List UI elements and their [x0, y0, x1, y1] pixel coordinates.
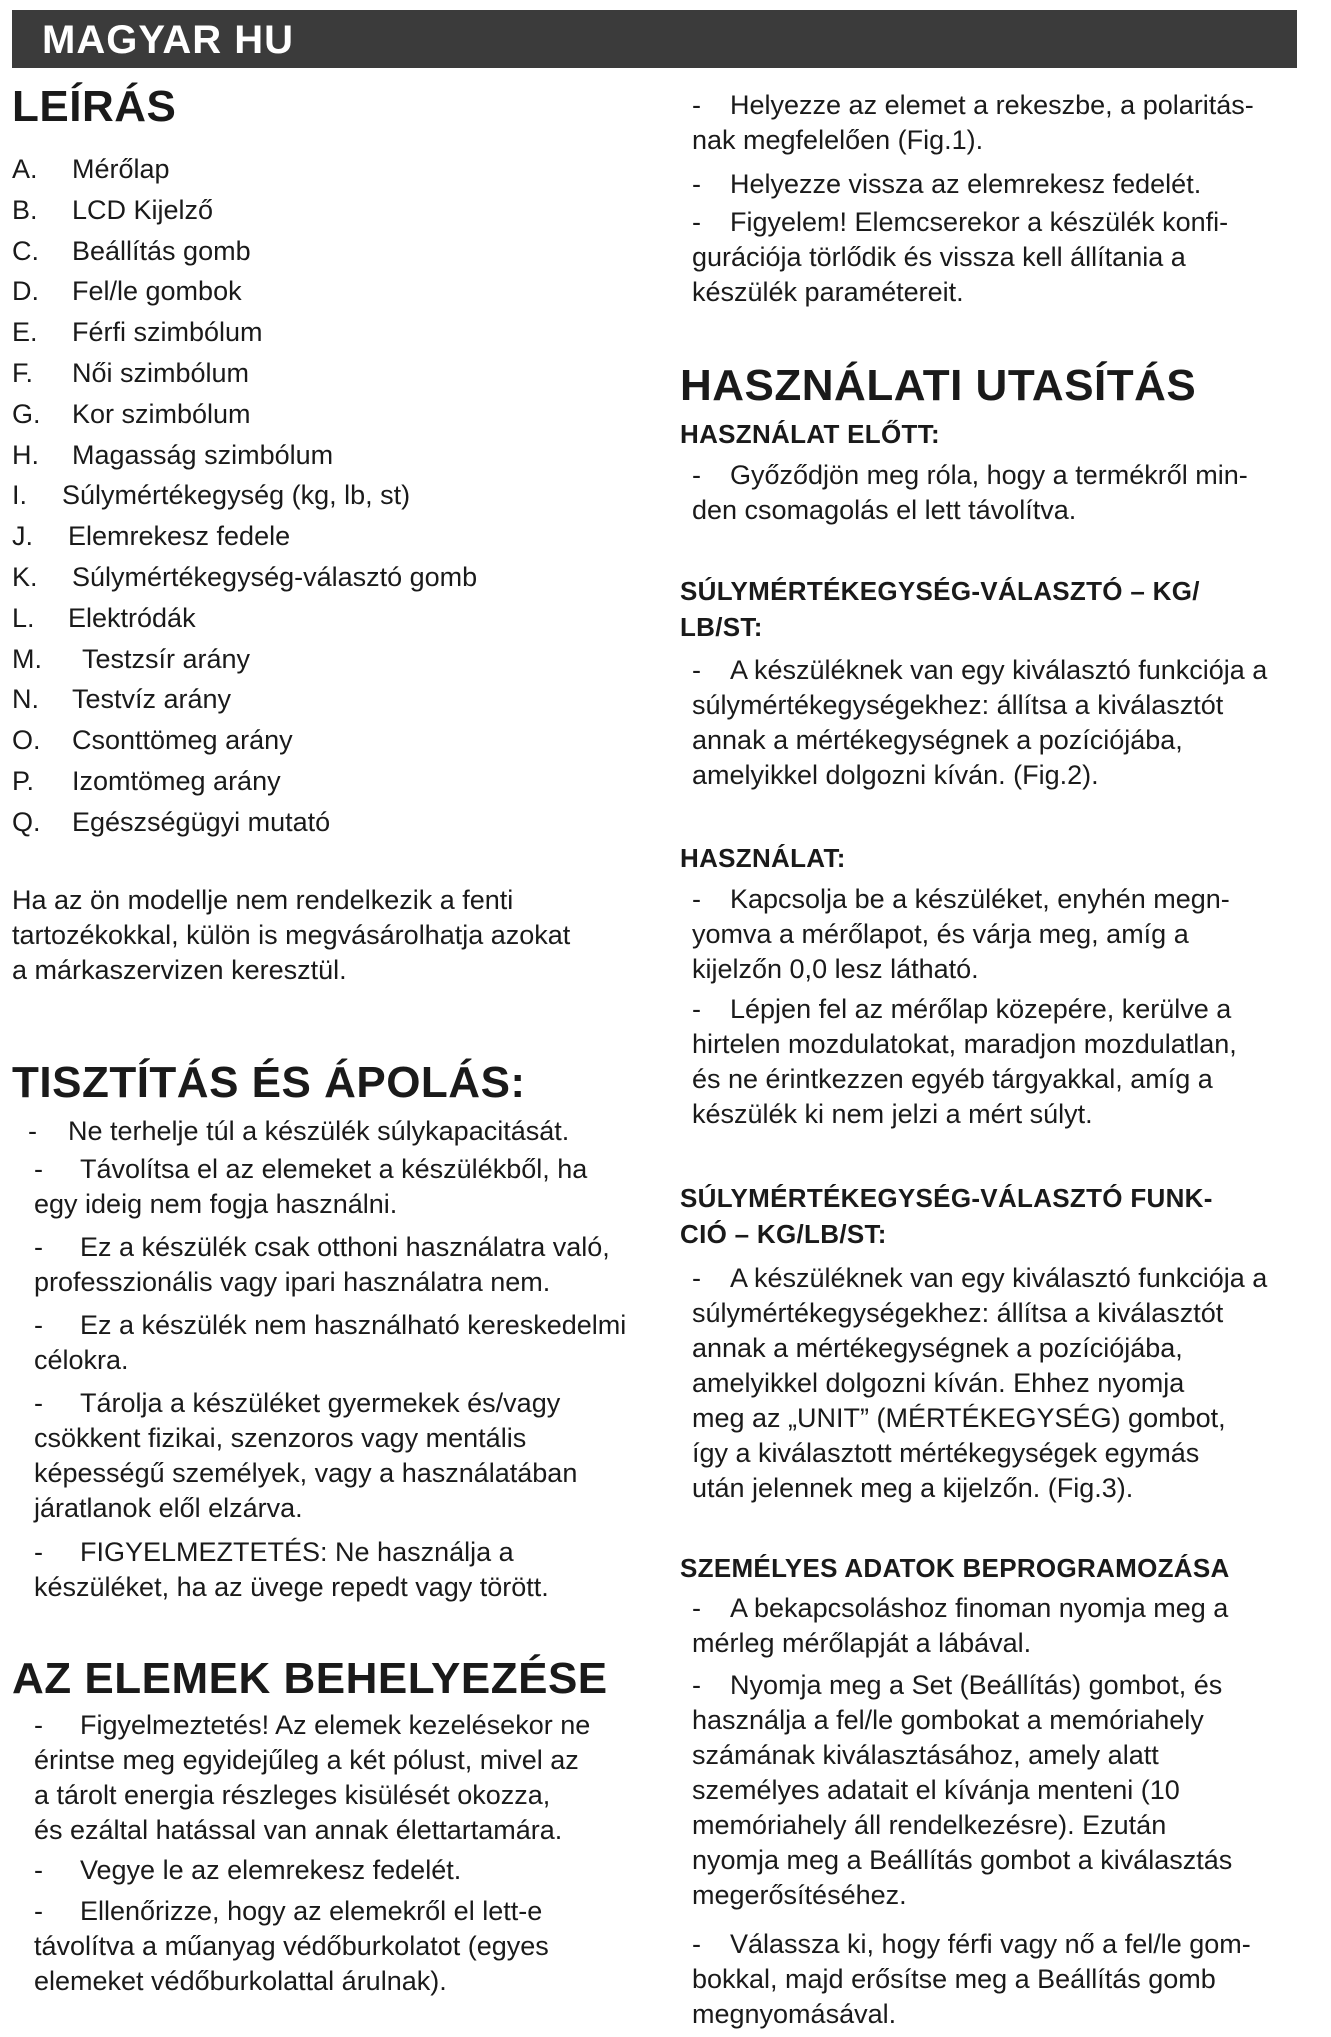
cleaning-bullet: - Távolítsa el az elemeket a készülékből, ha egy ideig nem fogja használni.: [34, 1154, 588, 1219]
usage-heading: HASZNÁLATI UTASÍTÁS: [680, 361, 1197, 410]
use-bullet: - Kapcsolja be a készüléket, enyhén megn- yomva a mérőlapot, és várja meg, amíg a kijelzőn 0,0 lesz látható.: [692, 884, 1230, 984]
parts-list-item: H. Magasság szimbólum: [12, 439, 334, 470]
personal-data-bullet: - Nyomja meg a Set (Beállítás) gombot, és használja a fel/le gombokat a memóriahely számának kiválasztásához, amely alatt személyes adatait el kívánja menteni (10 memóriahely áll rendelkezésre). Ezután nyomja meg a Beállítás gombot a kiválasztás megerősítéséhez.: [692, 1670, 1233, 1910]
parts-list-item: M. Testzsír arány: [12, 643, 251, 674]
cleaning-bullet: - Tárolja a készüléket gyermekek és/vagy csökkent fizikai, szenzoros vagy mentális képességű személyek, vagy a használatában járatlanok elől elzárva.: [34, 1388, 578, 1523]
personal-data-bullet: - Válassza ki, hogy férfi vagy nő a fel/le gom- bokkal, majd erősítse meg a Beállítás gomb megnyomásával.: [692, 1929, 1251, 2029]
battery-bullet: - Helyezze az elemet a rekeszbe, a polaritás- nak megfelelően (Fig.1).: [692, 90, 1254, 155]
before-use-title: HASZNÁLAT ELŐTT:: [680, 419, 940, 449]
cleaning-bullet: - Ez a készülék csak otthoni használatra való, professzionális vagy ipari használatra nem.: [34, 1232, 610, 1297]
parts-list-item: P. Izomtömeg arány: [12, 765, 281, 796]
parts-list-item: D. Fel/le gombok: [12, 276, 242, 307]
batteries-heading: AZ ELEMEK BEHELYEZÉSE: [12, 1654, 608, 1703]
parts-list-item: F. Női szimbólum: [12, 357, 250, 388]
parts-list-item: G. Kor szimbólum: [12, 398, 251, 429]
parts-list-item: O. Csonttömeg arány: [12, 725, 293, 756]
use-title: HASZNÁLAT:: [680, 843, 846, 873]
parts-list: [12, 149, 477, 843]
unit-selector-title: SÚLYMÉRTÉKEGYSÉG-VÁLASZTÓ – KG/ LB/ST:: [680, 576, 1200, 642]
parts-list-item: E. Férfi szimbólum: [12, 317, 263, 348]
parts-list-item: J. Elemrekesz fedele: [12, 521, 291, 552]
cleaning-bullet: - Ez a készülék nem használható kereskedelmi célokra.: [34, 1310, 627, 1375]
batteries-bullet: - Ellenőrizze, hogy az elemekről el lett-e távolítva a műanyag védőburkolatot (egyes elemeket védőburkolattal árulnak).: [34, 1896, 549, 1996]
parts-list-item: B. LCD Kijelző: [12, 194, 214, 225]
cleaning-bullet: - FIGYELMEZTETÉS: Ne használja a készüléket, ha az üvege repedt vagy törött.: [34, 1537, 549, 1602]
parts-list-item: A. Mérőlap: [12, 154, 170, 184]
parts-list-item: N. Testvíz arány: [12, 684, 232, 715]
parts-list-item: I. Súlymértékegység (kg, lb, st): [12, 480, 411, 511]
parts-list-item: C. Beállítás gomb: [12, 235, 251, 266]
unit-function-bullet: - A készüléknek van egy kiválasztó funkciója a súlymértékegységekhez: állítsa a kiválasztót annak a mértékegységnek a pozíciójába, amelyikkel dolgozni kíván. Ehhez nyomja meg az „UNIT” (MÉRTÉKEGYSÉG) gombot, így a kiválasztott mértékegységek egymás után jelennek meg a kijelzőn. (Fig.3).: [692, 1263, 1268, 1503]
battery-bullet: - Helyezze vissza az elemrekesz fedelét.: [692, 169, 1202, 199]
personal-data-title: SZEMÉLYES ADATOK BEPROGRAMOZÁSA: [680, 1553, 1230, 1583]
unit-function-title: SÚLYMÉRTÉKEGYSÉG-VÁLASZTÓ FUNK- CIÓ – KG/LB/ST:: [680, 1183, 1213, 1249]
description-heading: LEÍRÁS: [12, 82, 177, 131]
language-header: MAGYAR HU: [12, 10, 1297, 68]
battery-bullet: - Figyelem! Elemcserekor a készülék konfi- gurációja törlődik és vissza kell állítania a készülék paramétereit.: [692, 207, 1229, 307]
parts-list-item: L. Elektródák: [12, 602, 196, 633]
cleaning-heading: TISZTÍTÁS ÉS ÁPOLÁS:: [12, 1058, 526, 1107]
before-use-bullet: - Győződjön meg róla, hogy a termékről min- den csomagolás el lett távolítva.: [692, 460, 1248, 525]
unit-selector-bullet: - A készüléknek van egy kiválasztó funkciója a súlymértékegységekhez: állítsa a kiválasztót annak a mértékegységnek a pozíciójába, amelyikkel dolgozni kíván. (Fig.2).: [692, 655, 1268, 790]
batteries-bullet: - Figyelmeztetés! Az elemek kezelésekor ne érintse meg egyidejűleg a két pólust, mivel az a tárolt energia részleges kisülését okozza, és ezáltal hatással van annak élettartamára.: [34, 1710, 591, 1845]
cleaning-bullet: - Ne terhelje túl a készülék súlykapacitását.: [28, 1116, 570, 1146]
personal-data-bullet: - A bekapcsoláshoz finoman nyomja meg a mérleg mérőlapját a lábával.: [692, 1593, 1229, 1658]
batteries-bullet: - Vegye le az elemrekesz fedelét.: [34, 1855, 462, 1885]
parts-list-item: K. Súlymértékegység-választó gomb: [12, 561, 478, 592]
use-bullet: - Lépjen fel az mérőlap közepére, kerülve a hirtelen mozdulatokat, maradjon mozdulatlan, és ne érintkezzen egyéb tárgyakkal, amíg a készülék ki nem jelzi a mért súlyt.: [692, 994, 1237, 1129]
accessories-note: Ha az ön modellje nem rendelkezik a fenti tartozékokkal, külön is megvásárolhatja azokat a márkaszervizen keresztül.: [12, 885, 571, 985]
parts-list-item: Q. Egészségügyi mutató: [12, 806, 331, 837]
